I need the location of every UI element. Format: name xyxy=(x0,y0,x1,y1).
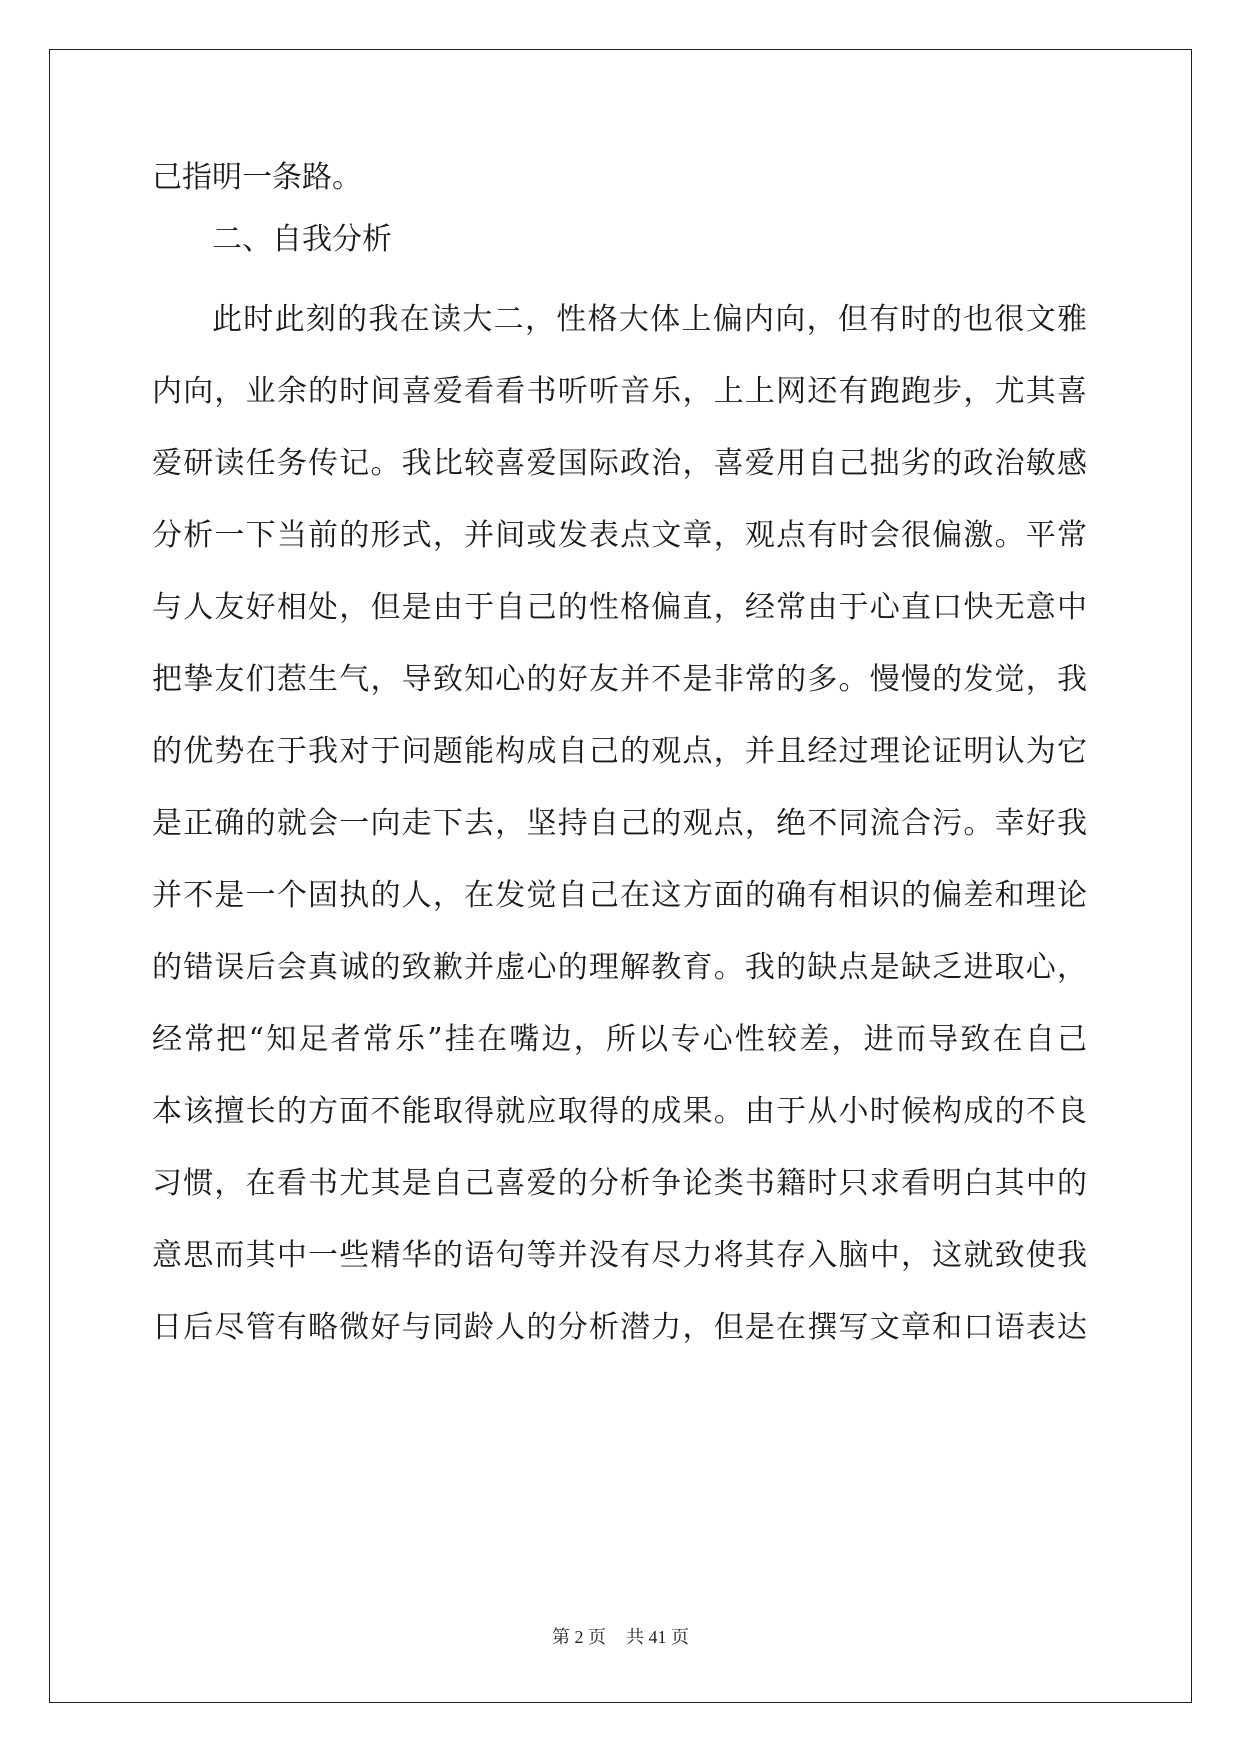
text-line: 的优势在于我对于问题能构成自己的观点，并且经过理论证明认为它 xyxy=(152,734,1087,769)
text-line: 把挚友们惹生气，导致知心的好友并不是非常的多。慢慢的发觉，我 xyxy=(152,662,1087,697)
text-line: 与人友好相处，但是由于自己的性格偏直，经常由于心直口快无意中 xyxy=(152,590,1087,625)
text-line: 意思而其中一些精华的语句等并没有尽力将其存入脑中，这就致使我 xyxy=(152,1238,1087,1273)
page-number: 第 2 页 xyxy=(552,1627,606,1647)
page-total: 共 41 页 xyxy=(626,1627,689,1647)
page-footer xyxy=(0,1625,1241,1649)
text-line: 分析一下当前的形式，并间或发表点文章，观点有时会很偏激。平常 xyxy=(152,518,1087,553)
text-line: 内向，业余的时间喜爱看看书听听音乐，上上网还有跑跑步，尤其喜 xyxy=(152,374,1087,409)
text-line: 己指明一条路。 xyxy=(152,160,362,195)
text-line: 是正确的就会一向走下去，坚持自己的观点，绝不同流合污。幸好我 xyxy=(152,806,1087,841)
text-line: 习惯，在看书尤其是自己喜爱的分析争论类书籍时只求看明白其中的 xyxy=(152,1166,1087,1201)
text-line: 日后尽管有略微好与同龄人的分析潜力，但是在撰写文章和口语表达 xyxy=(152,1310,1087,1345)
text-line: 本该擅长的方面不能取得就应取得的成果。由于从小时候构成的不良 xyxy=(152,1094,1087,1129)
text-line: 的错误后会真诚的致歉并虚心的理解教育。我的缺点是缺乏进取心， xyxy=(152,950,1087,985)
text-line: 并不是一个固执的人，在发觉自己在这方面的确有相识的偏差和理论 xyxy=(152,878,1087,913)
text-line: 经常把“知足者常乐”挂在嘴边，所以专心性较差，进而导致在自己 xyxy=(152,1022,1087,1057)
text-line: 爱研读任务传记。我比较喜爱国际政治，喜爱用自己拙劣的政治敏感 xyxy=(152,446,1087,481)
section-heading: 二、自我分析 xyxy=(212,222,392,257)
text-line: 此时此刻的我在读大二，性格大体上偏内向，但有时的也很文雅 xyxy=(212,302,1087,337)
